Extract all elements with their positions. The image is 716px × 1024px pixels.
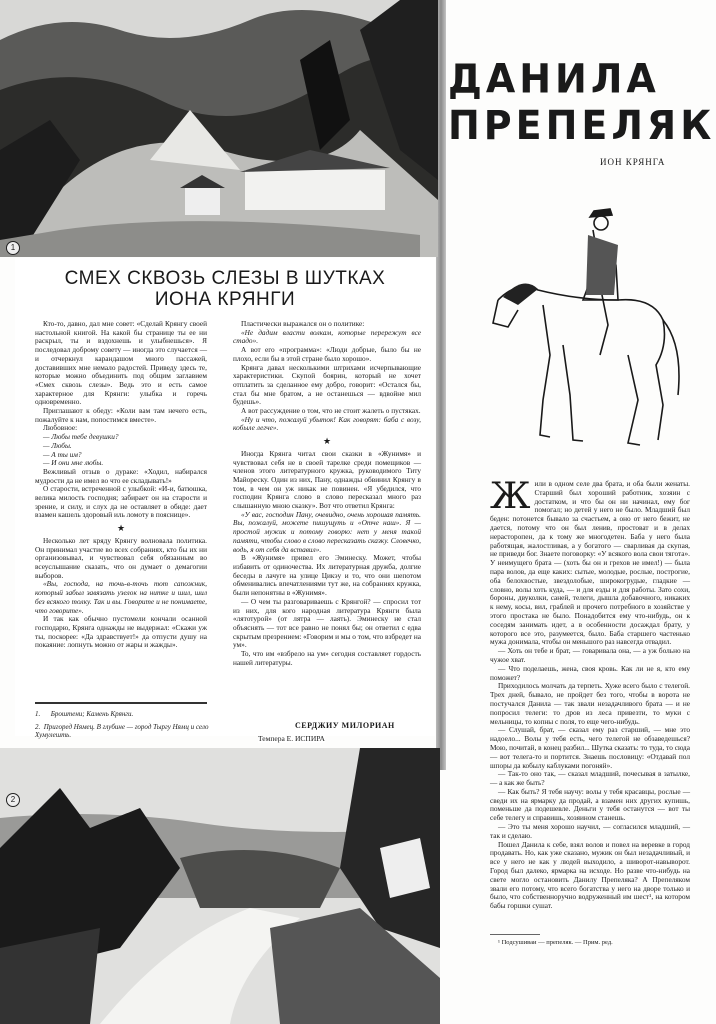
article-paragraph: То, что им «взбрело на ум» сегодня составляет гордость нашей литературы. [233,649,421,667]
story-paragraph: — Что поделаешь, жена, своя кровь. Как ли не я, кто ему поможет? [490,663,690,682]
article-paragraph: Иногда Крянга читал свои сказки в «Жунимя» и чувствовал себя не в своей тарелке среди помещиков — членов этого литературного кружка, руководимого Титу Майореску. Один из них, Пану, однажды обвинил Крянгу в том, в чем он уж никак не повинен. «Я убедился, что господин Крянга слово в слово пересказал много раз слышанную мною сказку». Вот что ответил Крянга: [233,448,421,511]
article-paragraph: Несколько лет кряду Крянгу волновала политика. Он принимал участие во всех собраниях, кто бы их ни организовывал, и чувствовал себя обязанным во всеуслышание сказать, что он думает о демагогии выборов. [35,535,207,580]
story-paragraph: — Это ты меня хорошо научил, — согласился младший, — так и сделаю. [490,822,690,840]
article-column-1 [35,320,207,650]
footnote-2 [35,723,210,739]
article-paragraph: «Вы, господа, на точь-в-точь тот сапожник, который забыл завязать узелок на нитке и шил, шил без всякого толку. Так и вы. Говорите и не понимаете, что говорите». [35,579,207,615]
story-author: ИОН КРЯНГА [600,157,666,167]
section-divider-star: ★ [322,436,332,447]
article-title-line2: ИОНА КРЯНГИ [154,289,296,310]
article-paragraph: «Ну и что, пожалуй убыток! Как говорят: баба с возу, кобыле легче». [233,414,421,433]
article-paragraph: О старости, встреченной с улыбкой: «И-и, батюшка, велика милость господня; забирает он на старости и зрение, и силу, и слух да не оставляет в обиде: дает взамен кашель здоровый иль ломоту в пояснице». [35,484,207,520]
story-paragraph: — Хоть он тебе и брат, — говаривала она, — а уж больно на чужое хват. [490,646,690,664]
article-column-2 [233,320,421,667]
story-paragraph: Пошел Данила к себе, взял волов и повел на веревке в город продавать. Но, как уже сказано, мужик он был незадачливый, и все у него не как у людей выходило, а шиворот-навыворот. Город был далеко, ярмарка на исходе. Но разве что-нибудь на свете могло остановить Данилу Препеляка? А Препеляком звали его потому, что всего богатства у него на дворе только и было, что собственноручно водруженный им шест¹, на котором бабы горшки сушат. [490,839,690,911]
landscape-painting-2 [0,748,440,1024]
article-paragraph: И так как обычно пустомели кончали осанной господарю, Крянга однажды не выдержал: «Скажи уж ты, поскорее: «Да здравствует!» да отпусти душу на покаяние: лопнуть можно от жары и жажды». [35,614,207,650]
article-paragraph: — Любы тебе девушки? [43,432,119,442]
footnote-number: 2. [35,723,41,731]
story-text [490,476,690,911]
article-paragraph: Любовное: [43,423,78,433]
article-paragraph: В «Жунимя» привел его Эминеску. Может, чтобы избавить от одиночества. Их литературная дружба, долгие беседы в лачуге на улице Цикэу и то, что они шепотом обменивались впечатлениями тут же, на собраниях кружка, были непонятны в «Жунимя». [233,553,421,598]
story-title [448,56,715,148]
horse-rider-sketch [488,205,693,460]
article-paragraph: — О чем ты разговариваешь с Крянгой? — спросил тот из них, для кого народная литература Крянги была «лятотурой» (от лятра — лаять). Эминеску не стал объяснять — тот все равно не понял бы; он ответил с едва скрытым презрением: «Говорим и мы о том, что взбредет на ум». [233,596,421,650]
drop-cap: Ж [490,476,531,517]
article-paragraph: Кто-то, давно, дал мне совет: «Сделай Крянгу своей настольной книгой. На какой бы странице ты ее ни раскрыл, ты и вздохнешь и улыбнешься». Я последовал доброму совету — иногда это случается — и отчеркнул карандашом много пассажей, доставивших мне немало радостей. Приведу здесь те, которые можно объединить под общим заглавием «Смех сквозь слезы». Ведь это и есть самое характерное для Крянги: улыбка и горечь одновременно. [35,319,207,407]
article-paragraph: — И они мне любы. [43,458,104,468]
story-paragraph: — Как быть? Я тебя научу: волы у тебя красавцы, рослые — сведи их на ярмарку да продай, а взамен них других купишь, поменьше да подешевле. Деньги у тебя останутся — вот ты себе телегу и справишь, хозяином станешь. [490,786,690,823]
article-paragraph: Приглашают к обеду: «Коли вам там нечего есть, пожалуйте к нам, попостимся вместе». [35,406,207,424]
article-title [15,268,435,310]
story-paragraph-text: или в одном селе два брата, и оба были женаты. Старший был хороший работник, хозяин с достатком, и что бы он ни начинал, ему бог помогал; но детей у него не было. Младший был беден: потонется бывало за счастьем, а оно от него бежит, не дается, потому что он был ленив, простоват и в делах нерасторопен, да к тому же многодетен. Баба у него была работящая, жалостливая, а у богатого — сварливая да скупая, не приведи бог. Знаете поговорку: «У всякого вола свои тягота». У неимущего брата — (хоть бы он и грехов не имел!) — была пара волов, да еще каких: сытые, молодые, рослые, построгие, оба белохвостые, звездолобые, широкогрудые, гладкие — словно, волы хоть куда, — и для езды и для работы. Зато сохи, бороны, двуколки, саней, телеги, дышла добавочного, никаких к нему, косы, вил, граблей и прочего потребного в хозяйстве у этого простака не было. Понадобится ему что-нибудь, он к соседям занимать идет, а в особенности досаждал брату, у которого все это, разумеется, было. Баба старшего частенько мужа донимала, чтобы он меньшого раз навсегда отвадил. [490,479,690,647]
article-title-line1: СМЕХ СКВОЗЬ СЛЕЗЫ В ШУТКАХ [64,268,386,289]
article-paragraph: Крянга давал несколькими штрихами исчерпывающие характеристики. Скупой боярин, который не хочет отплатить за сделанное ему добро, говорит: «Остался бы, стал бы мне братом, а не останешься — вдвойне мил будешь». [233,362,421,407]
story-footnote: ¹ Подсушиваи — препеляк. — Прим. ред. [498,939,613,946]
illustration-credit: Темпера Е. ИСПИРА [258,734,325,743]
article-paragraph: «Не дадим власти волкам, которые перережут все стадо». [233,327,421,346]
story-paragraph [490,476,690,647]
illustration-number-2: 2 [6,793,20,807]
article-paragraph: Пластически выражался он о политике: [241,319,365,328]
article-author: СЕРДЖИУ МИЛОРИАН [295,721,395,730]
story-paragraph: — Слушай, брат, — сказал ему раз старший, — мне это надоело... Волы у тебя есть, чего телегой не обзаведешься? Мою, почитай, в конец разбил... Шутка сказать: то туда, то сюда — вот телега-то и портится. Знаешь пословицу: «Отдавай пол шпоры да кобылу каблуками погоняй». [490,725,690,770]
article-paragraph: А вот рассуждение о том, что не стоит жалеть о пустяках. [241,406,421,416]
article-paragraph: Вежливый отзыв о дураке: «Ходил, набирался мудрости да не имел во что ее складывать!» [35,466,207,485]
article-paragraph: «У вас, господин Пану, очевидно, очень хорошая память. Вы, пожалуй, можете пишущуть и «Отче наш». Я — простой мужик и потому говорю: нет у меня такой памяти, чтобы слово в слово пересказать сказку. Словечко, водь, я от себя да вставил». [233,509,421,554]
story-paragraph: — Так-то оно так, — сказал младший, почесывая в затылке, — а как же быть? [490,769,690,788]
article-paragraph: А вот его «программа»: «Люди добрые, было бы не плохо, если бы в этой стране было хорошо». [233,345,421,363]
footnote-1 [35,710,210,718]
footnote-number: 1. [35,710,41,718]
section-divider-star: ★ [116,523,126,534]
story-title-line1: ДАНИЛА [448,55,660,102]
story-paragraph: Приходилось молчать да терпеть. Хуже всего было с телегой. Трех дней, бывало, не пройдет без того, чтобы в ворота не постучался Данила — так звали незадачливого брата — и не попросил телеги: то дров из леса привезти, то муки с мельницы, то копны с поля, то еще чего-нибудь. [490,681,690,726]
illustration-number-1: 1 [6,241,20,255]
article-paragraph: — Любы. [43,440,72,450]
story-title-line2: ПРЕПЕЛЯК [448,102,716,149]
footnote-text: Броштени; Камень Крянги. [50,710,134,718]
footnote-text: Пригоред Нямец. В глубине — город Тыргу Нямц и село Хумулешть. [35,723,209,739]
article-paragraph: — А ты им? [43,449,82,459]
story-footnote-rule [490,934,540,935]
landscape-painting-1 [0,0,438,257]
footnote-rule [35,702,207,704]
